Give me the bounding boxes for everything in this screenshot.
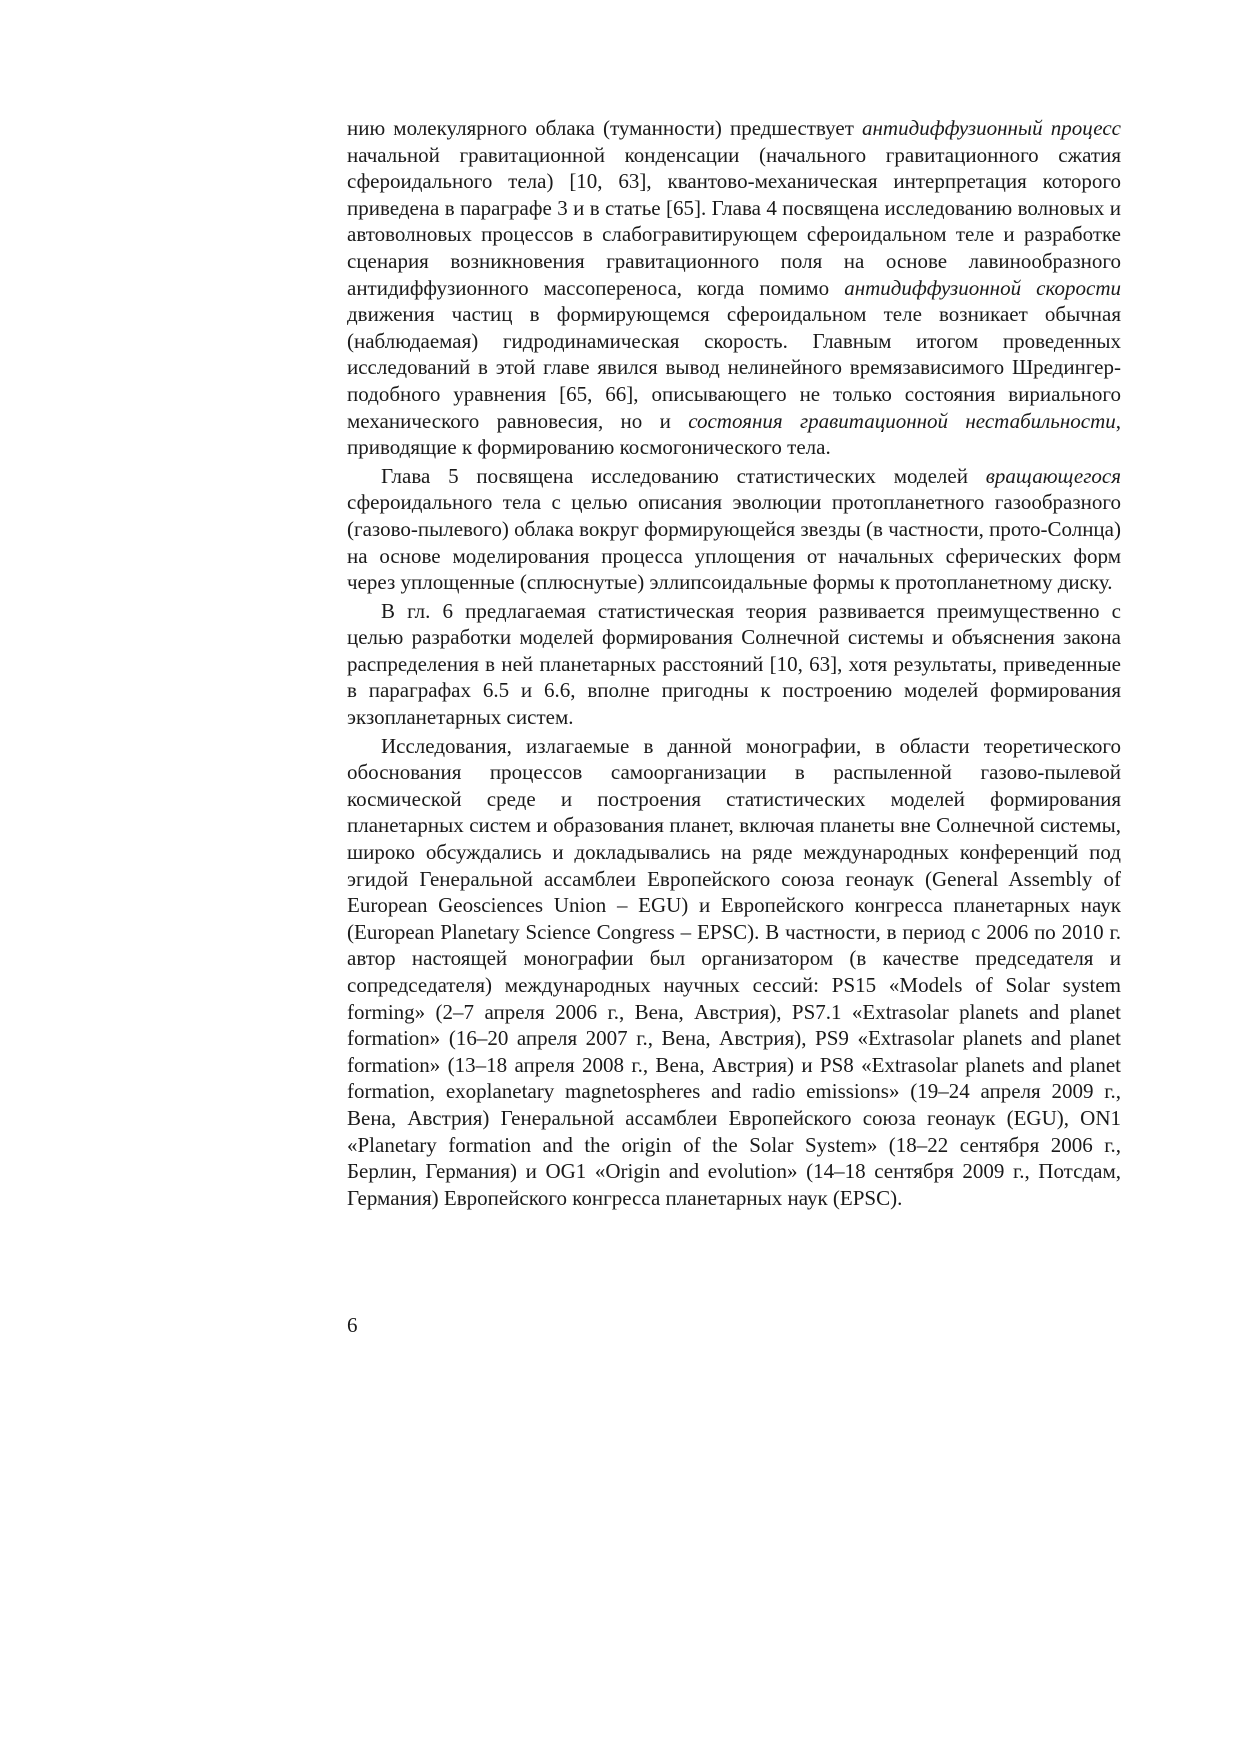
paragraph-4-segment: Исследования, излагаемые в данной монографии, в области теоретического обоснования процессов самоорганизации в распыленной газово-пылевой космической среде и построения статистических моделей формирования планетарных систем и образования планет, включая планеты вне Солнечной системы, широко обсуждались и докладывались на ряде международных конференций под эгидой Генеральной ассамблеи Европейского союза геонаук (General Assembly of European Geosciences Union – EGU) и Европейского конгресса планетарных наук (European Planetary Science Congress – EPSC). В частности, в период с 2006 по 2010 г. автор настоящей монографии был организатором (в качестве председателя и сопредседателя) международных научных сессий: PS15 «Models of Solar system forming» (2–7 апреля 2006 г., Вена, Австрия), PS7.1 «Extrasolar planets and planet formation» (16–20 апреля 2007 г., Вена, Австрия), PS9 «Extrasolar planets and planet formation» (13–18 апреля 2008 г., Вена, Австрия) и PS8 «Extrasolar planets and planet formation, exoplanetary magnetospheres and radio emissions» (19–24 апреля 2009 г., Вена, Австрия) Генеральной ассамблеи Европейского союза геонаук (EGU), ON1 «Planetary formation and the origin of the Solar System» (18–22 сентября 2006 г., Берлин, Германия) и OG1 «Origin and evolution» (14–18 сентября 2009 г., Потсдам, Германия) Европейского конгресса планетарных наук (EPSC).	[347, 733, 1121, 1210]
paragraph-4	[347, 733, 1121, 1212]
paragraph-1-emphasis: состояния гравитационной нестабильности	[688, 408, 1116, 433]
paragraph-2-segment: Глава 5 посвящена исследованию статистических моделей	[381, 463, 986, 488]
paragraph-3	[347, 598, 1121, 731]
paragraph-1-emphasis: антидиффузионной скорости	[844, 275, 1122, 300]
paragraph-2-segment: сфероидального тела с целью описания эволюции протопланетного газообразного (газово-пылевого) облака вокруг формирующейся звезды (в частности, прото-Солнца) на основе моделирования процесса уплощения от начальных сферических форм через уплощенные (сплюснутые) эллипсоидальные формы к протопланетному диску.	[347, 490, 1121, 595]
paragraph-1	[347, 115, 1121, 461]
paragraph-2-emphasis: вращающегося	[985, 463, 1121, 488]
paragraph-2	[347, 463, 1121, 596]
paragraph-3-segment: В гл. 6 предлагаемая статистическая теория развивается преимущественно с целью разработки моделей формирования Солнечной системы и объяснения закона распределения в ней планетарных расстояний [10, 63], хотя результаты, приведенные в параграфах 6.5 и 6.6, вполне пригодны к построению моделей формирования экзопланетарных систем.	[347, 598, 1121, 730]
paragraph-1-segment: , приводящие к формированию космогонического тела.	[347, 408, 1121, 460]
page-body	[347, 115, 1121, 1213]
paragraph-1-emphasis: антидиффузионный процесс	[862, 116, 1121, 140]
page-number: 6	[347, 1313, 358, 1337]
paragraph-1-segment: движения частиц в формирующемся сфероидальном теле возникает обычная (наблюдаемая) гидродинамическая скорость. Главным итогом проведенных исследований в этой главе явился вывод нелинейного времязависимого Шредингер-подобного уравнения [65, 66], описывающего не только состояния вириального механического равновесия, но и	[347, 302, 1121, 433]
paragraph-1-segment: начальной гравитационной конденсации (начального гравитационного сжатия сфероидального тела) [10, 63], квантово-механическая интерпретация которого приведена в параграфе 3 и в статье [65]. Глава 4 посвящена исследованию волновых и автоволновых процессов в слабогравитирующем сфероидальном теле и разработке сценария возникновения гравитационного поля на основе лавинообразного антидиффузионного массопереноса, когда помимо	[347, 142, 1121, 300]
paragraph-1-segment: нию молекулярного облака (туманности) предшествует	[347, 116, 863, 140]
